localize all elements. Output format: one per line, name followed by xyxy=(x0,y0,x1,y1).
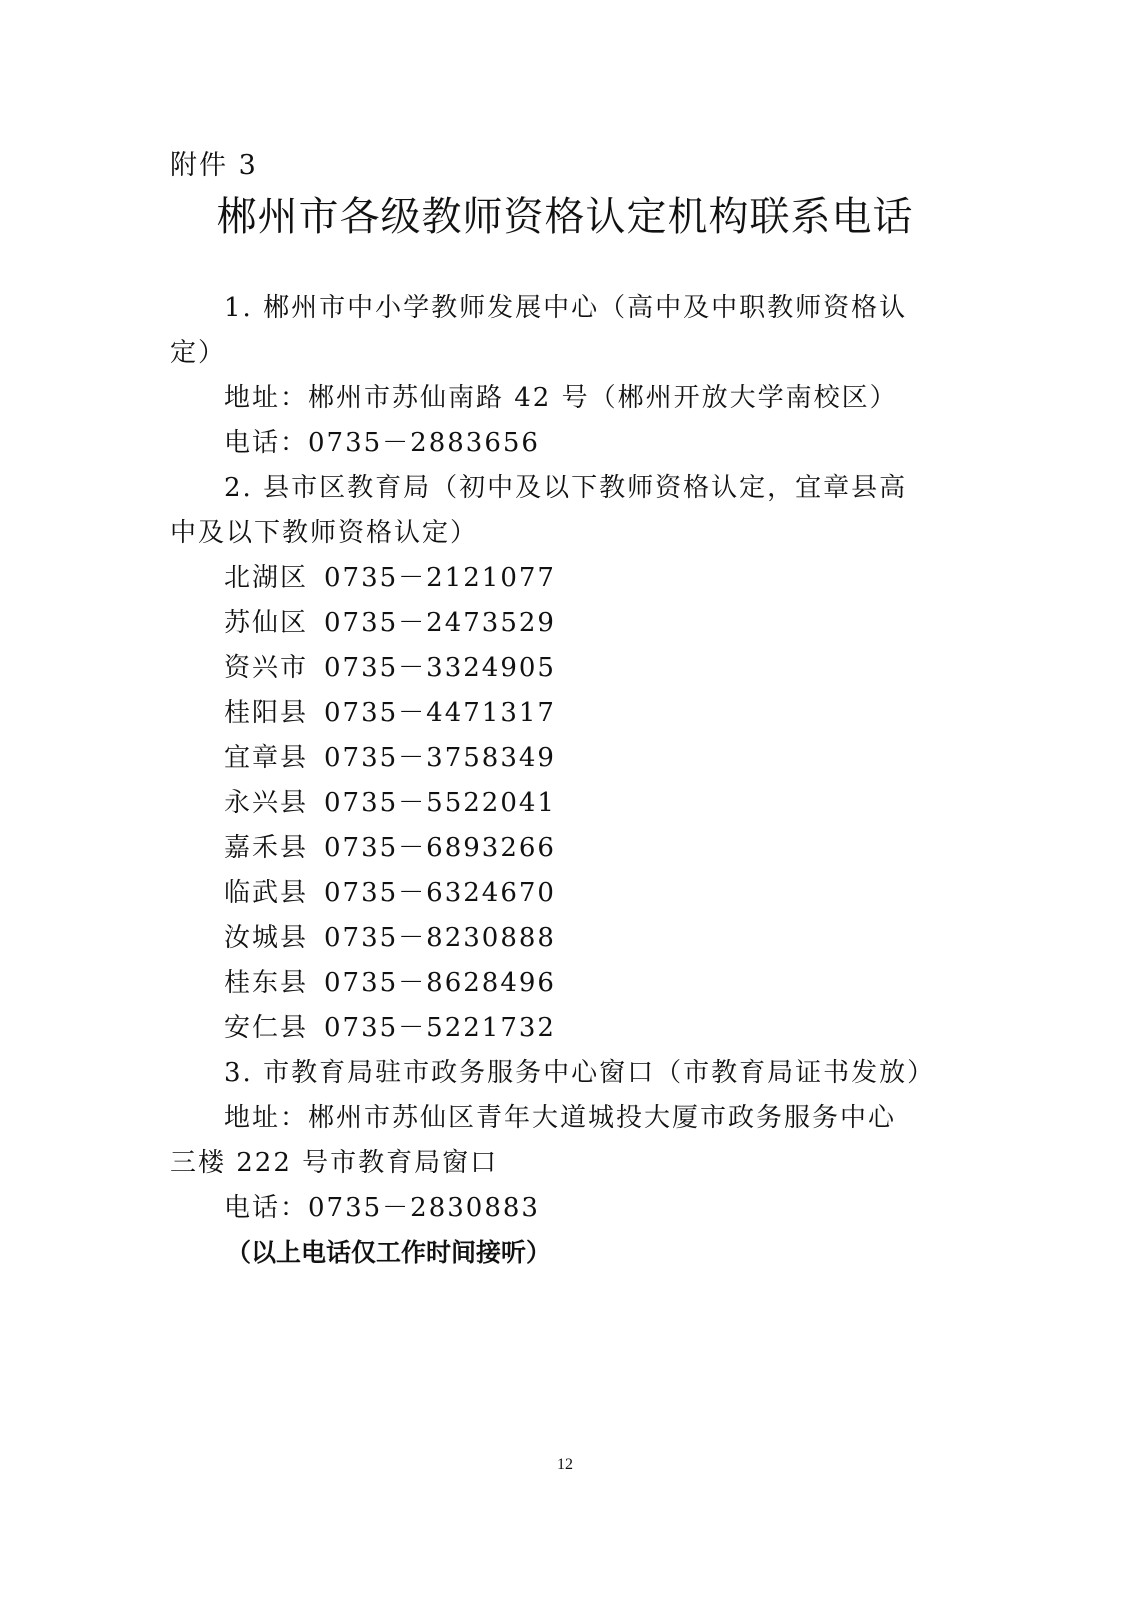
district-phone-list xyxy=(170,556,950,1051)
section1-heading-continued: 定） xyxy=(170,338,227,368)
section3-phone: 电话：0735－2830883 xyxy=(224,1193,540,1223)
section2-heading-continued: 中及以下教师资格认定） xyxy=(170,518,479,548)
section3-address: 地址：郴州市苏仙区青年大道城投大厦市政务服务中心 xyxy=(224,1103,897,1133)
district-name: 北湖区 xyxy=(224,563,309,593)
district-name: 永兴县 xyxy=(224,788,309,818)
document-body xyxy=(170,286,950,1231)
district-row xyxy=(170,871,950,916)
district-name: 苏仙区 xyxy=(224,608,309,638)
working-hours-note: （以上电话仅工作时间接听） xyxy=(226,1238,552,1267)
district-phone: 0735－3324905 xyxy=(324,653,556,683)
district-row xyxy=(170,736,950,781)
section1-phone: 电话：0735－2883656 xyxy=(224,428,540,458)
district-phone: 0735－5522041 xyxy=(324,788,556,818)
district-row xyxy=(170,781,950,826)
district-phone: 0735－6324670 xyxy=(324,878,556,908)
section1-address: 地址：郴州市苏仙南路 42 号（郴州开放大学南校区） xyxy=(224,383,898,413)
page-number: 12 xyxy=(557,1456,573,1473)
district-phone: 0735－6893266 xyxy=(324,833,556,863)
district-name: 宜章县 xyxy=(224,743,309,773)
section1-heading: 1. 郴州市中小学教师发展中心（高中及中职教师资格认 xyxy=(224,293,908,323)
section3-address-continued: 三楼 222 号市教育局窗口 xyxy=(170,1148,499,1178)
district-name: 桂东县 xyxy=(224,968,309,998)
district-name: 安仁县 xyxy=(224,1013,309,1043)
district-name: 汝城县 xyxy=(224,923,309,953)
district-row xyxy=(170,601,950,646)
section3-heading: 3. 市教育局驻市政务服务中心窗口（市教育局证书发放） xyxy=(224,1058,936,1088)
district-row xyxy=(170,826,950,871)
district-phone: 0735－4471317 xyxy=(324,698,556,728)
district-phone: 0735－8230888 xyxy=(324,923,556,953)
district-row xyxy=(170,646,950,691)
district-row xyxy=(170,961,950,1006)
district-name: 资兴市 xyxy=(224,653,309,683)
district-name: 桂阳县 xyxy=(224,698,309,728)
district-phone: 0735－2121077 xyxy=(324,563,556,593)
district-phone: 0735－8628496 xyxy=(324,968,556,998)
district-row xyxy=(170,1006,950,1051)
section2-heading: 2. 县市区教育局（初中及以下教师资格认定，宜章县高 xyxy=(224,473,908,503)
district-phone: 0735－3758349 xyxy=(324,743,556,773)
district-row xyxy=(170,691,950,736)
annex-label: 附件 3 xyxy=(170,150,258,181)
document-title: 郴州市各级教师资格认定机构联系电话 xyxy=(216,194,914,240)
district-phone: 0735－2473529 xyxy=(324,608,556,638)
district-row xyxy=(170,916,950,961)
district-name: 嘉禾县 xyxy=(224,833,309,863)
district-row xyxy=(170,556,950,601)
district-phone: 0735－5221732 xyxy=(324,1013,556,1043)
district-name: 临武县 xyxy=(224,878,309,908)
